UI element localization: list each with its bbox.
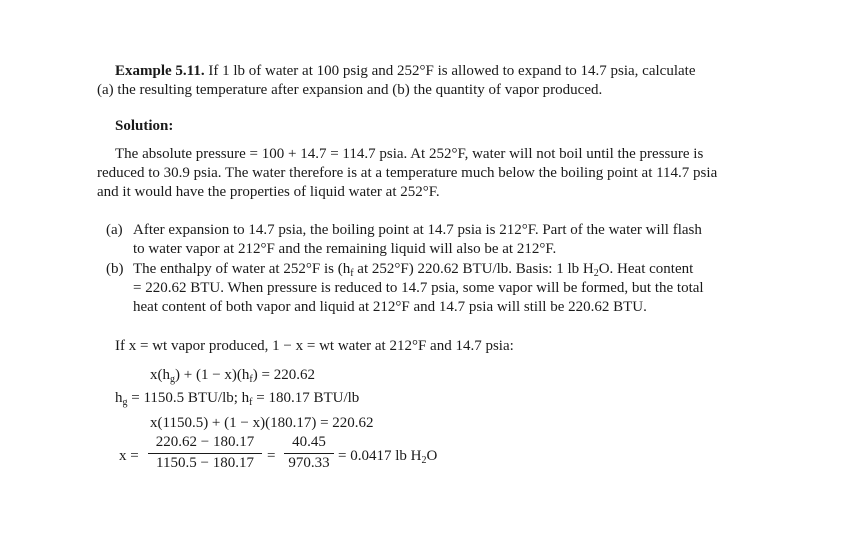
equation-4-result bbox=[338, 447, 437, 466]
eq-text: ) = 220.62 bbox=[252, 367, 315, 383]
subscript: 2 bbox=[593, 268, 599, 279]
subscript: g bbox=[170, 374, 175, 385]
item-a-line: to water vapor at 212°F and the remaining liquid will also be at 212°F. bbox=[133, 241, 557, 257]
example-statement-line1 bbox=[115, 62, 695, 81]
example-statement-line2: (a) the resulting temperature after expansion and (b) the quantity of vapor produced. bbox=[97, 82, 603, 98]
equation-4-lhs: x = bbox=[119, 448, 139, 464]
fraction-2 bbox=[284, 433, 334, 473]
subscript: f bbox=[249, 397, 253, 408]
fraction-2-denominator: 970.33 bbox=[288, 455, 330, 471]
subscript: 2 bbox=[421, 455, 427, 466]
solution-paragraph-line: The absolute pressure = 100 + 14.7 = 114.7 psia. At 252°F, water will not boil until the pressure is bbox=[115, 146, 704, 162]
fraction-1 bbox=[148, 433, 262, 473]
equation-1 bbox=[150, 366, 315, 385]
example-problem-text: If 1 lb of water at 100 psig and 252°F is allowed to expand to 14.7 psia, calculate bbox=[208, 63, 696, 79]
fraction-1-denominator: 1150.5 − 180.17 bbox=[156, 455, 254, 471]
fraction-2-numerator: 40.45 bbox=[292, 434, 326, 450]
item-b-text: at 252°F) 220.62 BTU/lb. Basis: 1 lb H bbox=[353, 261, 594, 277]
item-b-text: O. Heat content bbox=[598, 261, 694, 277]
equation-3: x(1150.5) + (1 − x)(180.17) = 220.62 bbox=[150, 415, 374, 431]
item-b-line: heat content of both vapor and liquid at 212°F and 14.7 psia will still be 220.62 BTU. bbox=[133, 299, 647, 315]
subscript: f bbox=[249, 374, 253, 385]
eq-text: h bbox=[115, 390, 123, 406]
eq-text: O bbox=[426, 448, 438, 464]
item-b-line: = 220.62 BTU. When pressure is reduced to 14.7 psia, some vapor will be formed, but the total bbox=[133, 280, 704, 296]
eq-text: ) + (1 − x)(h bbox=[175, 367, 250, 383]
subscript: g bbox=[122, 397, 128, 408]
solution-paragraph-line: and it would have the properties of liquid water at 252°F. bbox=[97, 184, 440, 200]
fraction-1-numerator: 220.62 − 180.17 bbox=[155, 434, 255, 450]
item-b-marker: (b) bbox=[106, 261, 124, 277]
eq-text: = 180.17 BTU/lb bbox=[252, 390, 360, 406]
item-a-marker: (a) bbox=[106, 222, 123, 238]
eq-text: = 1150.5 BTU/lb; h bbox=[127, 390, 250, 406]
solution-paragraph-line: reduced to 30.9 psia. The water therefore is at a temperature much below the boiling point at 114.7 psia bbox=[97, 165, 718, 181]
eq-text: x(h bbox=[150, 367, 170, 383]
example-label: Example 5.11. bbox=[115, 63, 205, 79]
item-b-text: The enthalpy of water at 252°F is (h bbox=[133, 261, 351, 277]
solution-heading: Solution: bbox=[115, 118, 174, 134]
equation-4-equals: = bbox=[267, 448, 276, 464]
eq-text: = 0.0417 lb H bbox=[338, 448, 422, 464]
if-statement: If x = wt vapor produced, 1 − x = wt water at 212°F and 14.7 psia: bbox=[115, 338, 514, 354]
subscript: f bbox=[350, 268, 354, 279]
equation-2 bbox=[115, 389, 359, 408]
item-b-line1 bbox=[133, 260, 693, 279]
item-a-line: After expansion to 14.7 psia, the boiling point at 14.7 psia is 212°F. Part of the water will flash bbox=[133, 222, 702, 238]
